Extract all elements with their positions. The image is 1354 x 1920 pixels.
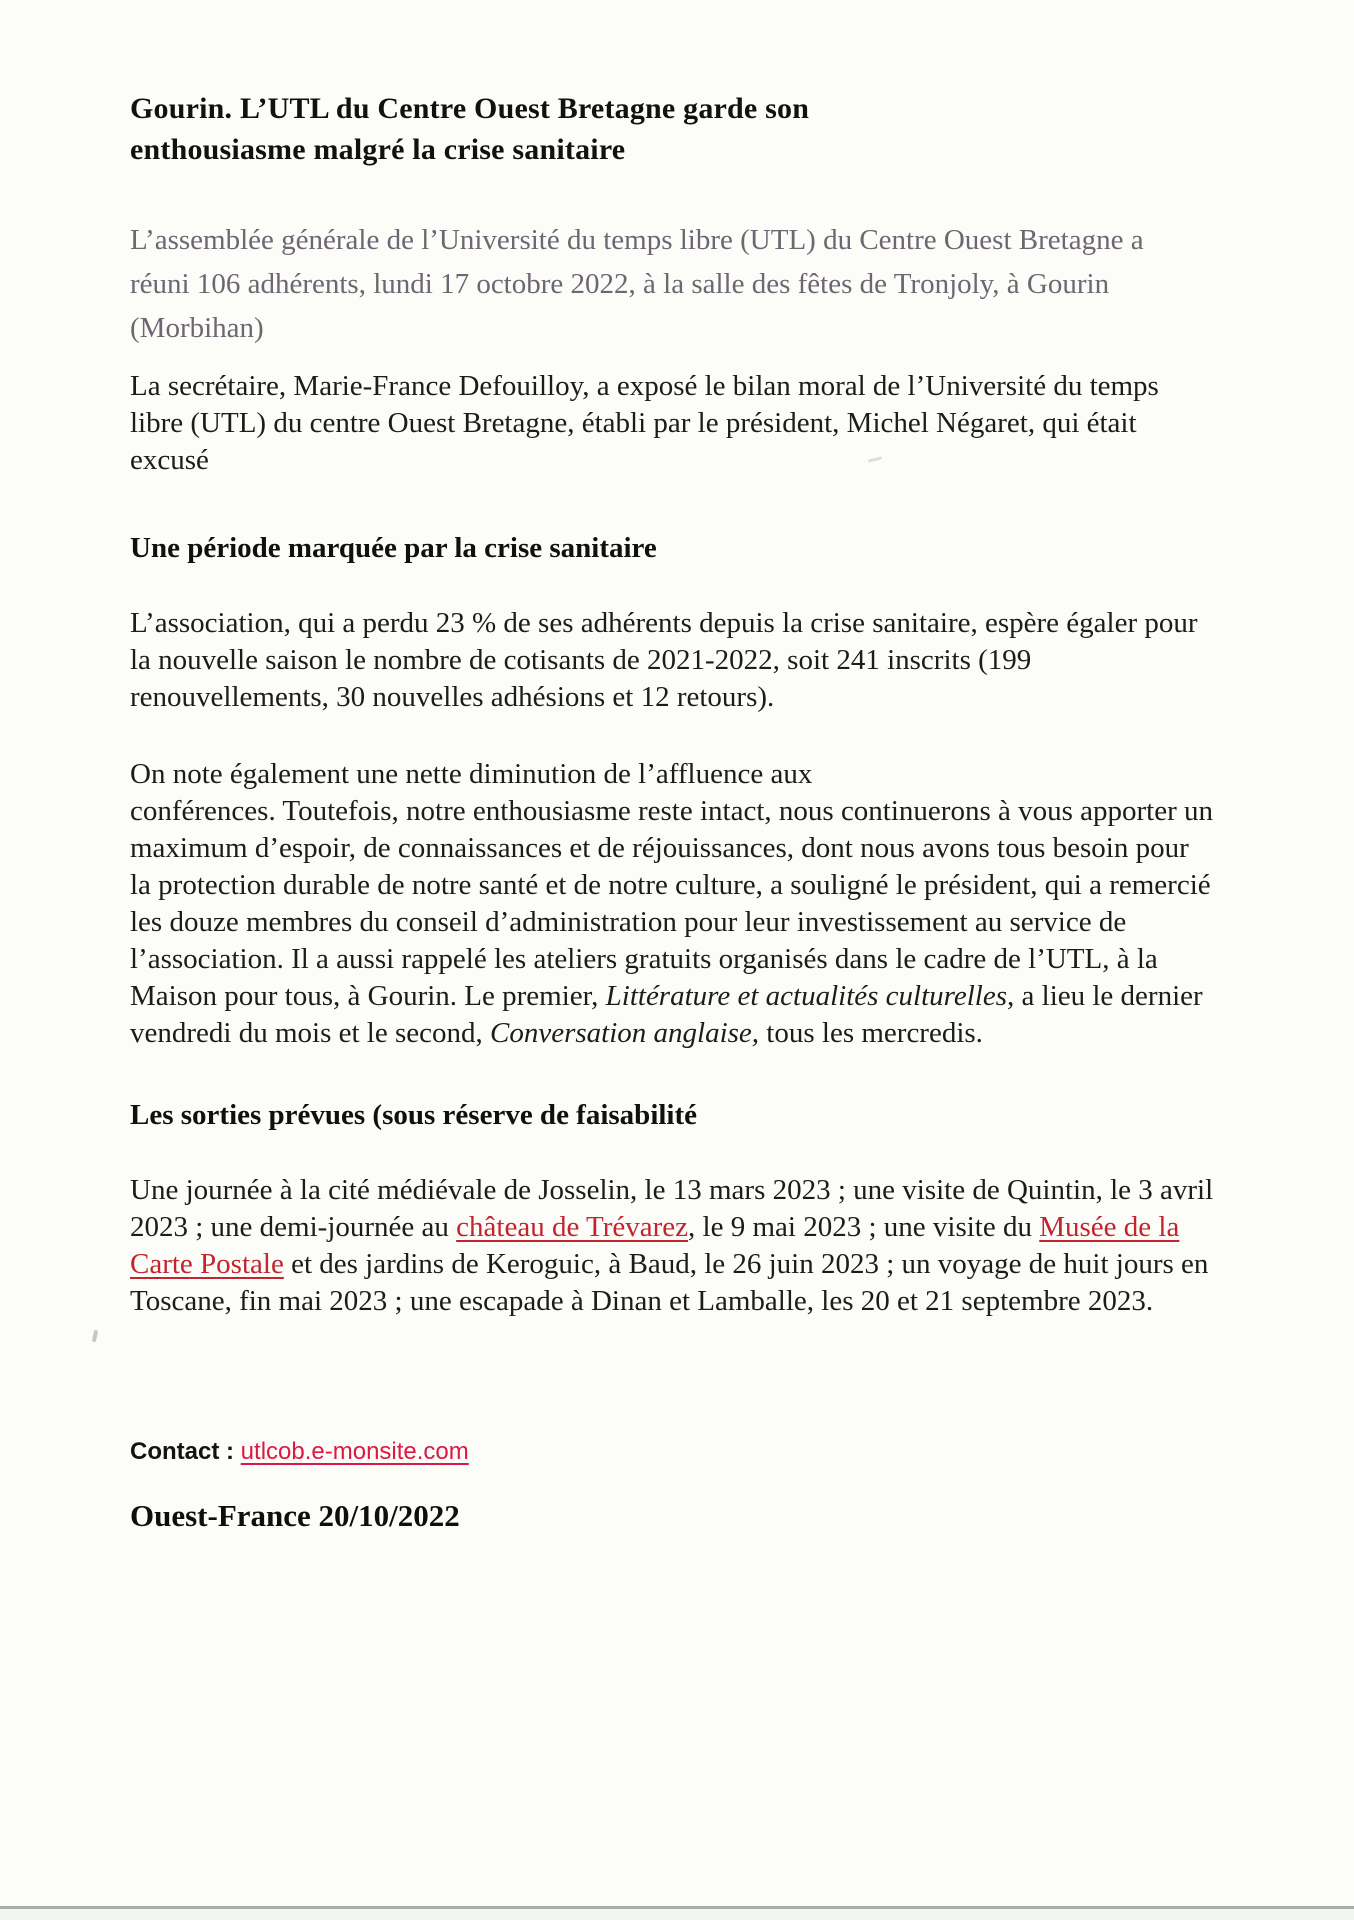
text-segment: , le 9 mai 2023 ; une visite du	[688, 1211, 1040, 1243]
text-segment: et des jardins de Keroguic, à Baud, le 26 juin 2023 ; un voyage de huit jours en Toscane, fin mai 2023 ; une escapade à Dinan et Lamballe, les 20 et 21 septembre 2023.	[130, 1248, 1209, 1317]
article-inline-link[interactable]: Musée de la Carte Postale	[130, 1211, 1180, 1280]
article-headline: Gourin. L’UTL du Centre Ouest Bretagne garde son enthousiasme malgré la crise sanitaire	[130, 92, 810, 166]
contact-website-link[interactable]: utlcob.e-monsite.com	[240, 1438, 469, 1465]
text-segment: , a lieu le dernier vendredi du mois et le second,	[130, 980, 1203, 1049]
paragraph-conferences-ateliers	[130, 756, 1215, 1052]
scan-page-edge-shadow	[0, 1909, 1354, 1920]
source-attribution: Ouest-France 20/10/2022	[130, 1498, 460, 1533]
article-lede: L’assemblée générale de l’Université du temps libre (UTL) du Centre Ouest Bretagne a réuni 106 adhérents, lundi 17 octobre 2022, à la salle des fêtes de Tronjoly, à Gourin (Morbihan)	[130, 224, 1144, 344]
text-segment: Une journée à la cité médiévale de Josselin, le 13 mars 2023 ; une visite de Quintin, le 3 avril 2023 ; une demi-journée au	[130, 1174, 1214, 1243]
text-segment: tous les mercredis.	[759, 1017, 983, 1049]
contact-label: Contact :	[130, 1438, 234, 1465]
text-segment: On note également une nette diminution de l’affluence aux	[130, 758, 813, 790]
section-heading-crise-sanitaire: Une période marquée par la crise sanitaire	[130, 532, 657, 564]
text-segment: conférences. Toutefois, notre enthousiasme reste intact, nous continuerons à vous apporter un maximum d’espoir, de connaissances et de réjouissances, dont nous avons tous besoin pour la protection durable de notre santé et de notre culture, a souligné le président, qui a remercié les douze membres du conseil d’administration pour leur investissement au service de l’association. Il a aussi rappelé les ateliers gratuits organisés dans le cadre de l’UTL, à la Maison pour tous, à Gourin. Le premier,	[130, 795, 1214, 1012]
article-intro-paragraph: La secrétaire, Marie-France Defouilloy, a exposé le bilan moral de l’Université du temps libre (UTL) du centre Ouest Bretagne, établi par le président, Michel Négaret, qui était excusé	[130, 370, 1159, 476]
text-segment: Littérature et actualités culturelles	[605, 980, 1008, 1012]
text-segment: Conversation anglaise,	[490, 1017, 760, 1049]
contact-line	[130, 1438, 1236, 1466]
paragraph-membership-numbers: L’association, qui a perdu 23 % de ses adhérents depuis la crise sanitaire, espère égaler pour la nouvelle saison le nombre de cotisants de 2021-2022, soit 241 inscrits (199 renouvellements, 30 nouvelles adhésions et 12 retours).	[130, 607, 1198, 713]
section-heading-sorties-prevues: Les sorties prévues (sous réserve de faisabilité	[130, 1099, 698, 1131]
paragraph-sorties-programme	[130, 1172, 1215, 1320]
article-inline-link[interactable]: château de Trévarez	[456, 1211, 689, 1243]
scan-speck	[92, 1330, 98, 1343]
